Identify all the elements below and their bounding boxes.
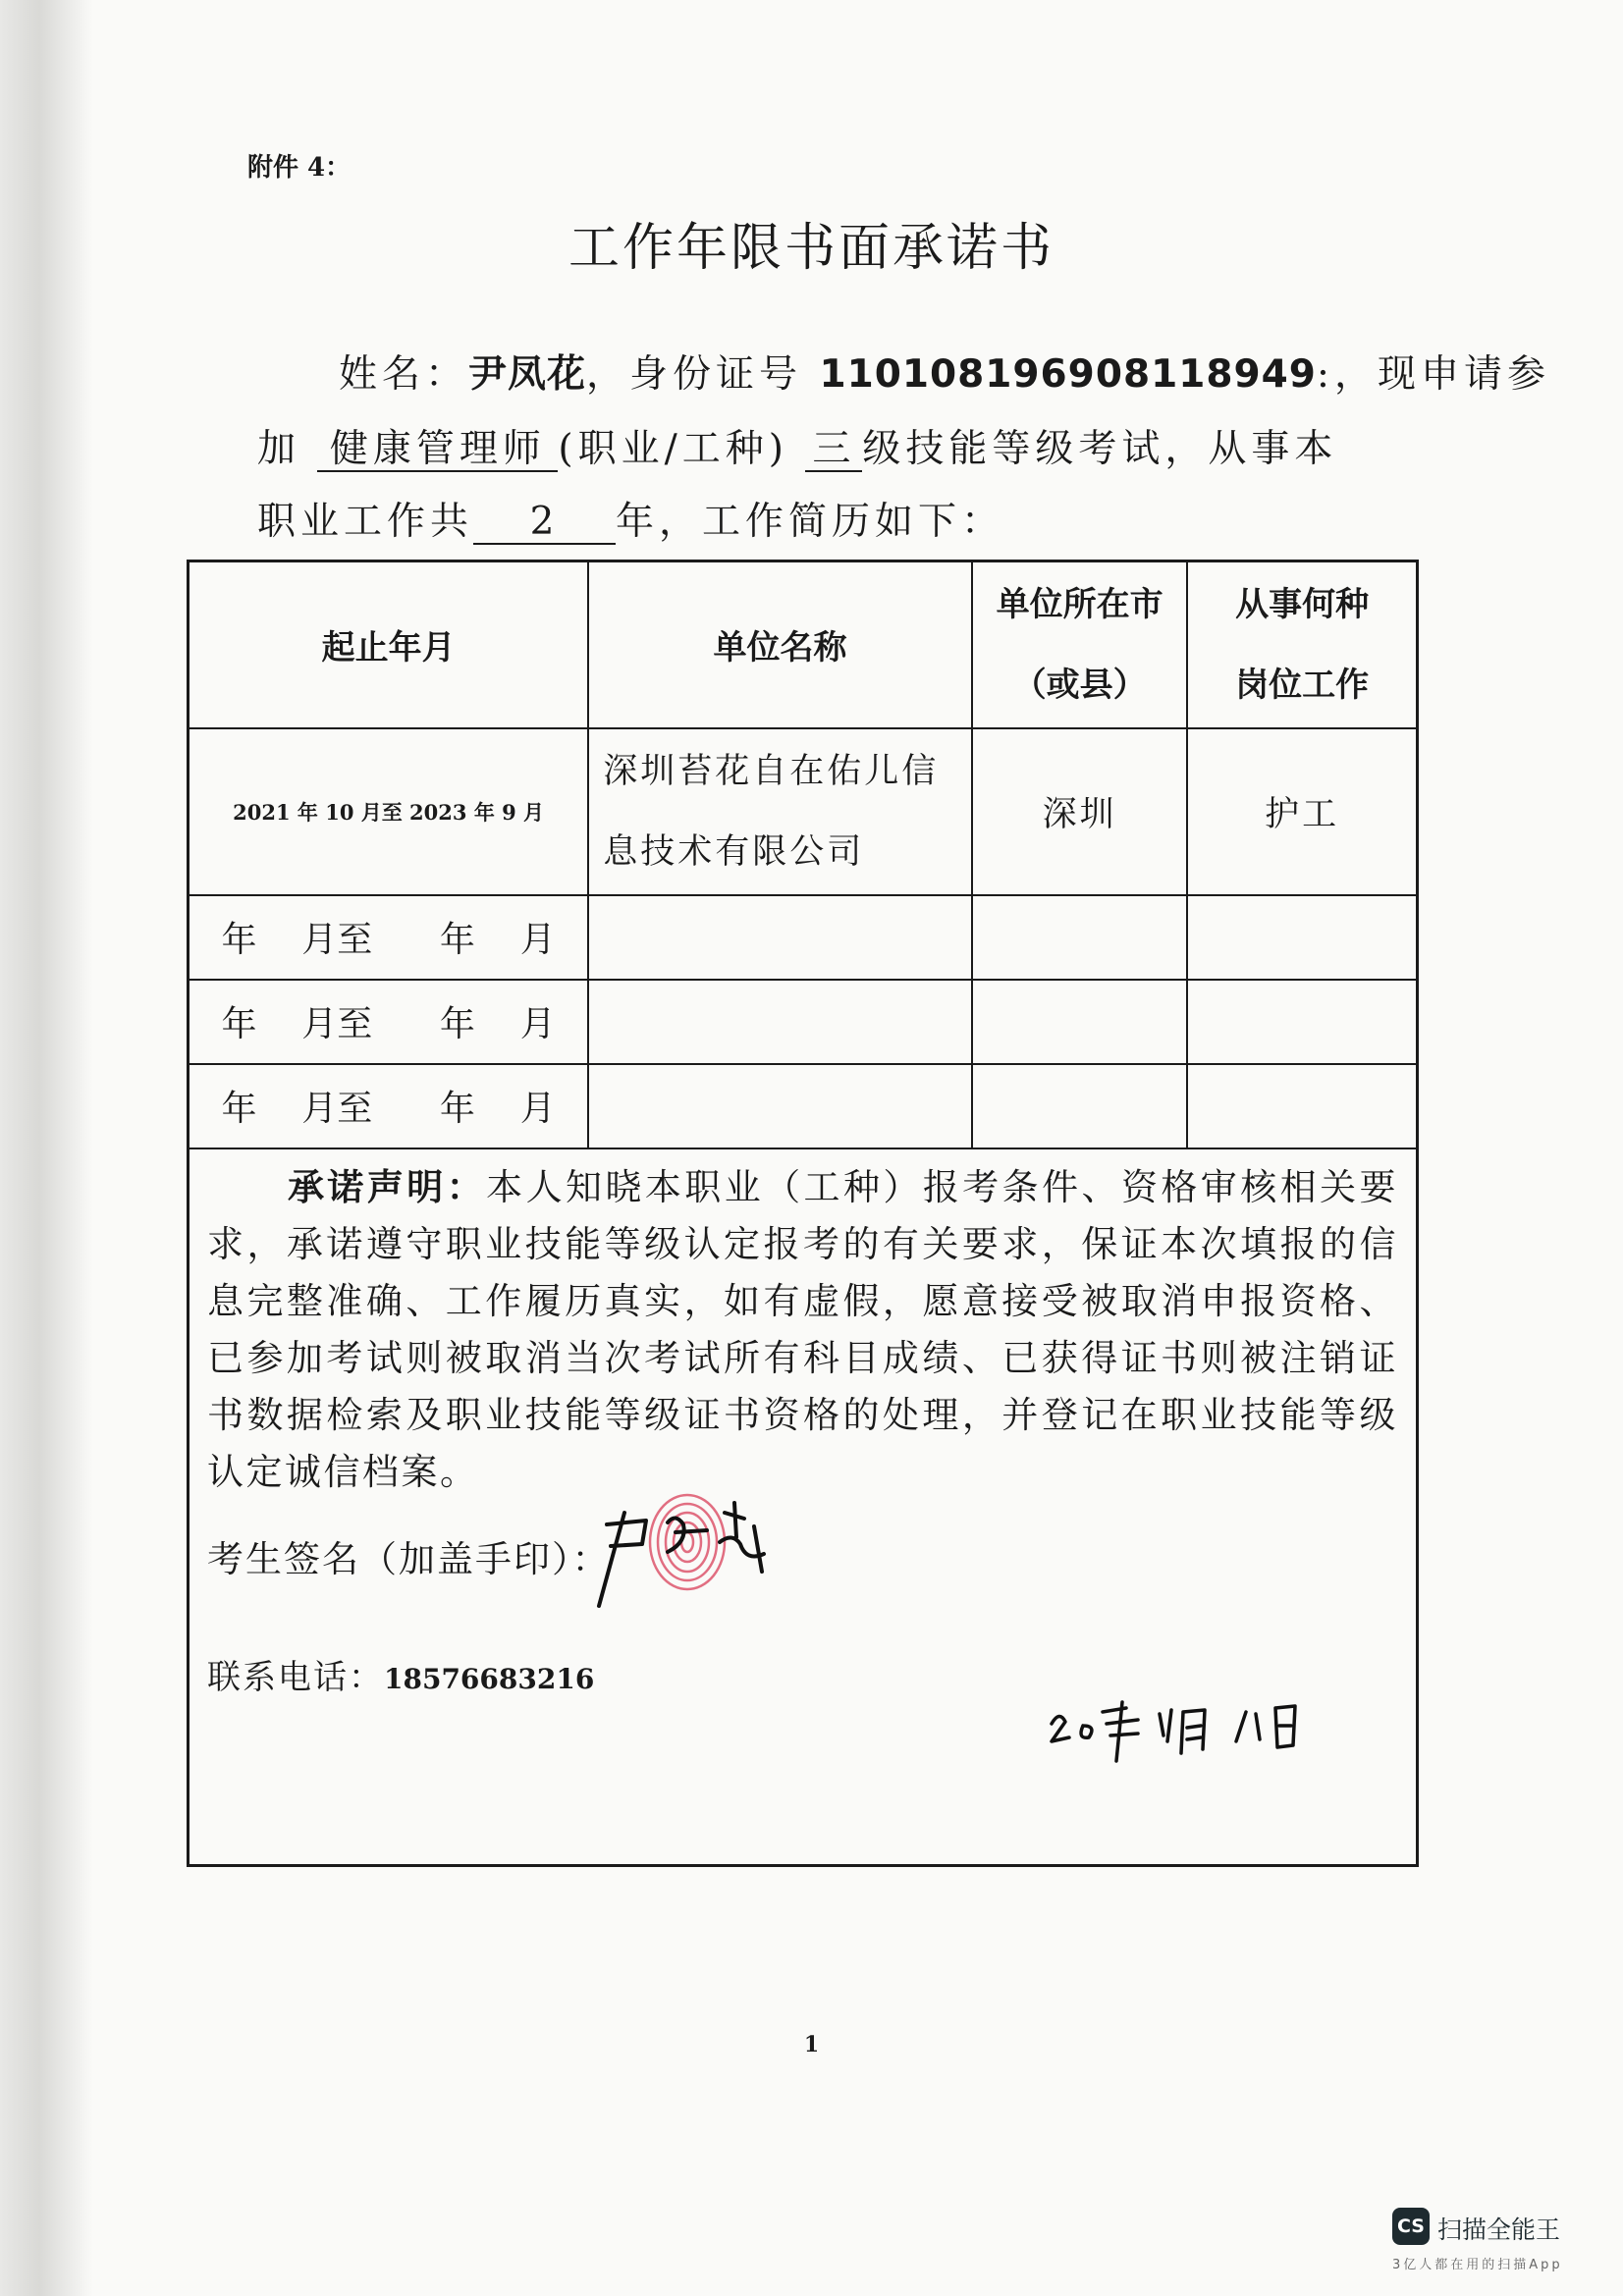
- empty-cell: [1187, 1064, 1417, 1148]
- empty-cell: [588, 980, 972, 1064]
- header-city: [972, 561, 1187, 728]
- header-period: 起止年月: [189, 561, 589, 728]
- row-position: 护工: [1187, 728, 1417, 895]
- watermark-app-name: 扫描全能王: [1437, 2216, 1561, 2244]
- work-history-table: [187, 560, 1419, 1867]
- pledge-label: 承诺声明：: [288, 1165, 487, 1208]
- id-label: ，身份证号: [586, 352, 803, 397]
- occupation-suffix: (职业/工种): [558, 427, 788, 471]
- pledge-statement: [207, 1159, 1398, 1501]
- header-unit-name: 单位名称: [588, 561, 972, 728]
- after-id-text: :，现申请参: [1316, 352, 1551, 397]
- handwritten-date: [1044, 1684, 1338, 1763]
- join-prefix: 加: [257, 427, 301, 471]
- empty-cell: [972, 895, 1187, 980]
- intro-line-1: [339, 344, 1550, 399]
- empty-cell: [1187, 895, 1417, 980]
- header-city-line-2: （或县）: [1012, 665, 1147, 705]
- phone-label: 联系电话：: [207, 1657, 384, 1697]
- header-city-line-1: 单位所在市: [996, 584, 1163, 624]
- table-row: [189, 728, 1418, 895]
- signature-label: 考生签名（加盖手印）：: [207, 1537, 611, 1580]
- empty-cell: [588, 895, 972, 980]
- table-row: [189, 1064, 1418, 1148]
- table-header-row: [189, 561, 1418, 728]
- intro-line-3: [257, 491, 1004, 546]
- phone-number: 18576683216: [384, 1662, 595, 1695]
- empty-cell: [588, 1064, 972, 1148]
- handwritten-signature-with-fingerprint: [577, 1483, 803, 1611]
- id-number: 110108196908118949: [819, 352, 1317, 397]
- header-position: [1187, 561, 1417, 728]
- empty-period: 年 月至 年 月: [189, 895, 589, 980]
- level-suffix: 级技能等级考试，从事本: [862, 427, 1338, 471]
- row-period: 2021 年 10 月至 2023 年 9 月: [189, 728, 589, 895]
- contact-phone-row: [207, 1650, 594, 1698]
- row-city: 深圳: [972, 728, 1187, 895]
- watermark-tagline: 3亿人都在用的扫描App: [1392, 2258, 1563, 2272]
- years-prefix: 职业工作共: [257, 500, 474, 544]
- level-value: 三: [805, 430, 862, 472]
- attachment-label: 附件 4：: [247, 153, 352, 183]
- pledge-row: [189, 1148, 1418, 1866]
- empty-cell: [1187, 980, 1417, 1064]
- pledge-cell: [189, 1148, 1418, 1866]
- header-position-line-2: 岗位工作: [1235, 665, 1370, 705]
- years-suffix: 年，工作简历如下：: [616, 500, 1005, 544]
- document-title: 工作年限书面承诺书: [568, 219, 1055, 278]
- pledge-body: 本人知晓本职业（工种）报考条件、资格审核相关要求，承诺遵守职业技能等级认定报考的有关要求，保证本次填报的信息完整准确、工作履历真实，如有虚假，愿意接受被取消申报资格、已参加考试则被取消当次考试所有科目成绩、已获得证书则被注销证书数据检索及职业技能等级证书资格的处理，并登记在职业技能等级认定诚信档案。: [207, 1165, 1399, 1493]
- scan-shadow: [0, 0, 93, 2296]
- years-value: 2: [473, 503, 616, 545]
- header-position-line-1: 从事何种: [1235, 584, 1370, 624]
- table-row: [189, 895, 1418, 980]
- applicant-name: 尹凤花: [468, 352, 587, 397]
- occupation-value: 健康管理师: [317, 430, 558, 472]
- camscanner-logo-icon: CS: [1392, 2208, 1430, 2245]
- name-label: 姓名：: [339, 352, 469, 397]
- row-unit-name: 深圳苔花自在佑儿信息技术有限公司: [588, 728, 972, 895]
- empty-cell: [972, 980, 1187, 1064]
- empty-period: 年 月至 年 月: [189, 1064, 589, 1148]
- table-row: [189, 980, 1418, 1064]
- page-number: 1: [803, 2032, 820, 2057]
- intro-line-2: [257, 418, 1337, 473]
- empty-period: 年 月至 年 月: [189, 980, 589, 1064]
- empty-cell: [972, 1064, 1187, 1148]
